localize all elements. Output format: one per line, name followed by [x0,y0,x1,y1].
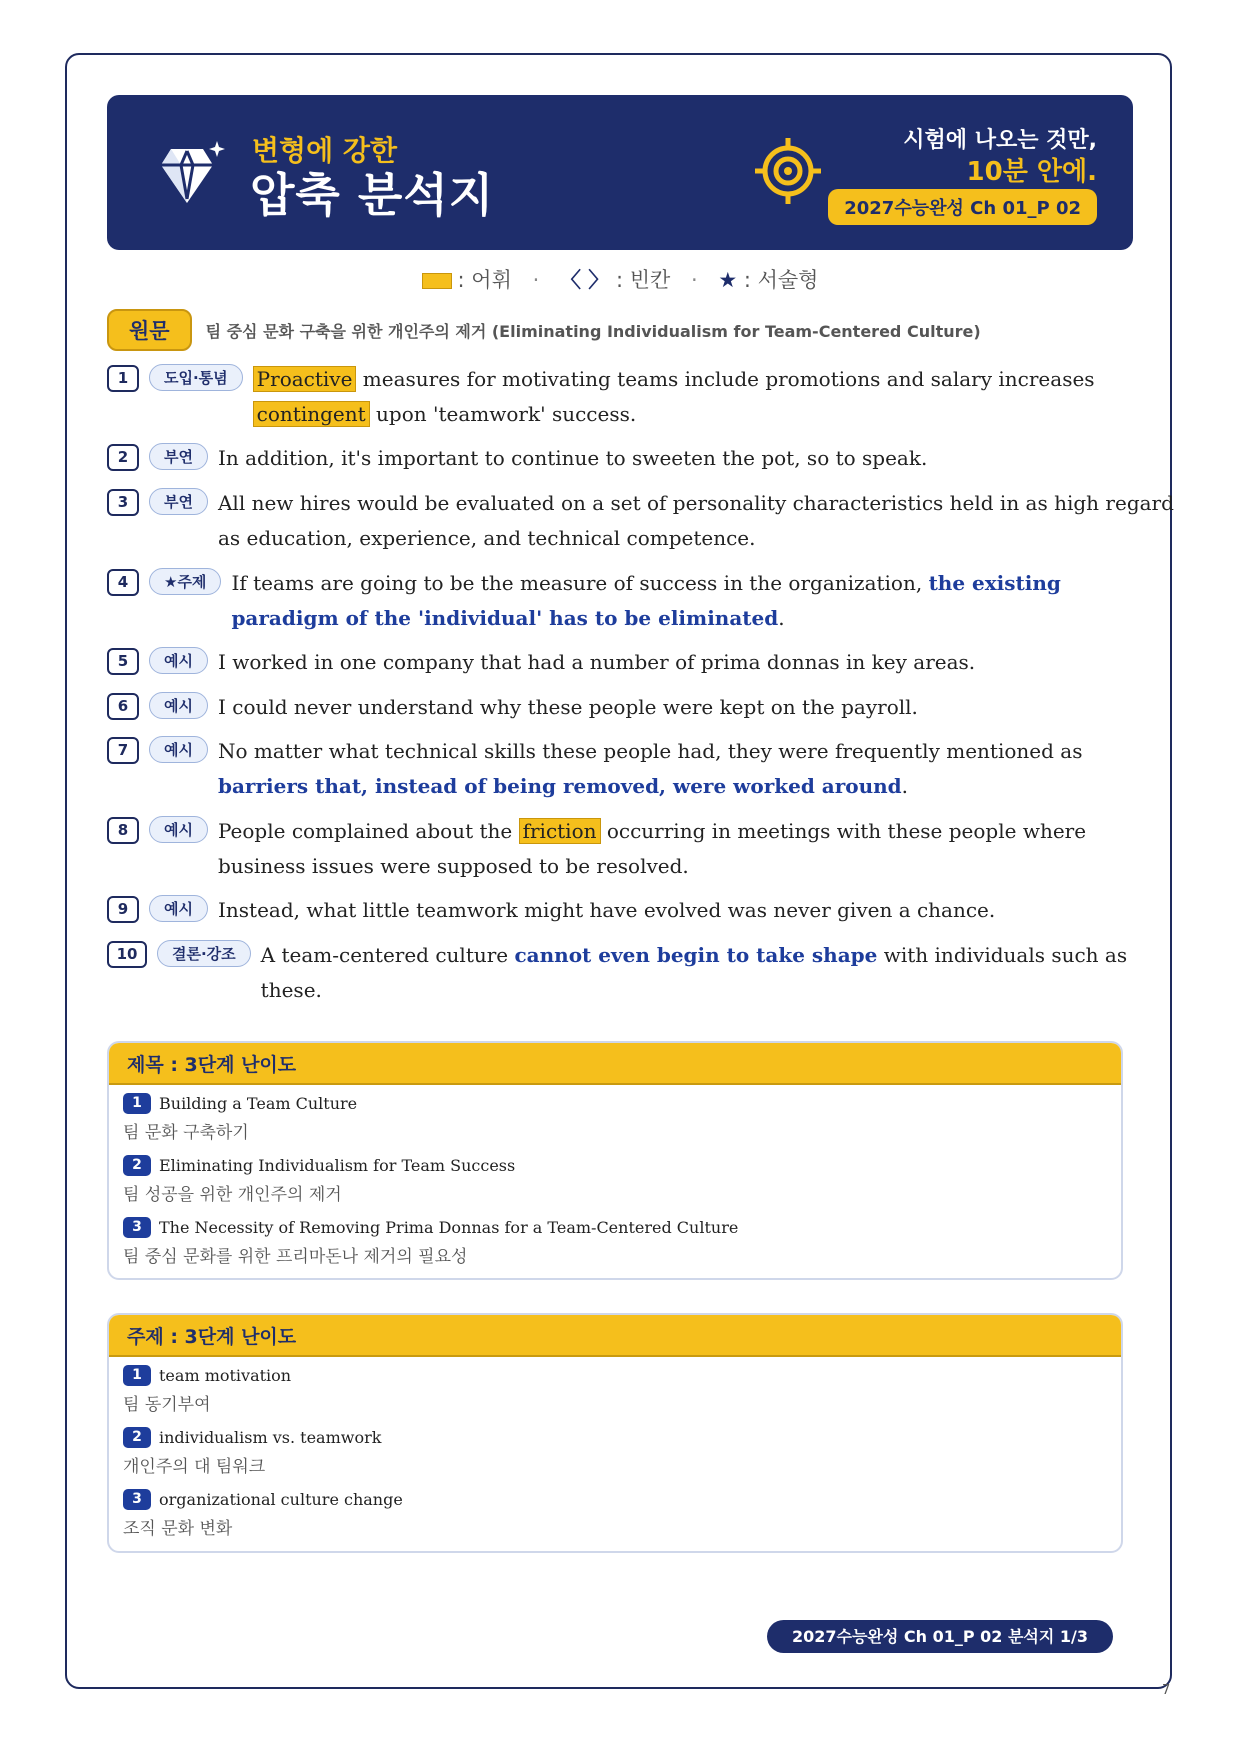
option-korean: 팀 성공을 위한 개인주의 제거 [123,1185,342,1205]
star-icon: ★ [718,268,738,292]
option-korean: 팀 중심 문화를 위한 프리마돈나 제거의 필요성 [123,1247,468,1267]
option-english: The Necessity of Removing Prima Donnas for a Team-Centered Culture [159,1218,739,1237]
sentence-tag: 예시 [149,692,208,719]
topic-option-2 [123,1427,381,1477]
topic-options-box [107,1313,1123,1553]
vocab-highlight: friction [519,818,601,844]
legend-vocab: : 어휘 [457,268,512,292]
sentence-number: 8 [107,817,139,844]
sentence-text: People complained about the friction occurring in meetings with these people where business issues were supposed to be resolved. [217,819,1087,878]
footer-badge: 2027수능완성 Ch 01_P 02 분석지 1/3 [767,1620,1113,1653]
legend [0,264,1240,294]
vocab-highlight: Proactive [253,366,357,392]
header-subtitle: 변형에 강한 [252,134,397,167]
sentence-number: 4 [107,569,139,596]
sentence-10 [107,938,1127,1008]
option-korean: 조직 문화 변화 [123,1519,233,1539]
header-tagline-2: 10분 안에. [966,157,1097,187]
option-english: team motivation [159,1366,292,1385]
sentence-text: I worked in one company that had a number of prima donnas in key areas. [217,650,976,674]
sentence-8 [107,814,1086,884]
option-korean: 팀 동기부여 [123,1395,211,1415]
option-english: Building a Team Culture [159,1094,358,1113]
title-option-3 [123,1217,738,1267]
sentence-4 [107,566,1061,636]
sentence-6 [107,690,918,725]
topic-box-heading: 주제 : 3단계 난이도 [109,1315,1121,1357]
sentence-tag: 도입·통념 [149,364,243,391]
key-phrase: barriers that, instead of being removed, were worked around [217,774,902,798]
sentence-text: In addition, it's important to continue to sweeten the pot, so to speak. [217,446,928,470]
sentence-tag: 부연 [149,488,208,515]
sentence-number: 6 [107,693,139,720]
option-number: 1 [123,1093,151,1114]
option-english: organizational culture change [159,1490,403,1509]
legend-separator: · [532,268,540,292]
sentence-2 [107,441,927,476]
legend-separator: · [690,268,698,292]
option-english: Eliminating Individualism for Team Success [159,1156,516,1175]
header-tagline-1: 시험에 나오는 것만, [903,128,1097,153]
topic-option-1 [123,1365,291,1415]
sentence-number: 3 [107,489,139,516]
vocab-swatch [422,273,452,289]
sentence-tag: 예시 [149,816,208,843]
sentence-text: If teams are going to be the measure of success in the organization, the existing paradigm of the 'individual' has to be eliminated. [231,571,1061,630]
option-number: 3 [123,1217,151,1238]
title-option-1 [123,1093,357,1143]
key-phrase: the existing [928,571,1061,595]
option-number: 2 [123,1427,151,1448]
legend-blank-symbol: 〈 〉 [559,268,610,292]
legend-blank: : 빈칸 [615,268,671,292]
sentence-number: 9 [107,896,139,923]
sentence-text: All new hires would be evaluated on a set of personality characteristics held in as high regard as education, experience, and technical competence. [217,491,1174,550]
page-number: 7 [1162,1683,1171,1698]
title-option-2 [123,1155,515,1205]
header-title: 압축 분석지 [250,168,495,222]
sentence-5 [107,645,975,680]
sentence-tag: 결론·강조 [157,940,251,967]
sentence-tag: 예시 [149,736,208,763]
sentence-tag: ★주제 [149,568,221,595]
source-row [107,310,981,350]
source-title: 팀 중심 문화 구축을 위한 개인주의 제거 (Eliminating Individualism for Team-Centered Culture) [205,321,981,341]
topic-option-3 [123,1489,403,1539]
sentence-number: 10 [107,941,147,968]
sentence-9 [107,893,995,928]
header-badge: 2027수능완성 Ch 01_P 02 [828,189,1097,225]
sentence-tag: 예시 [149,647,208,674]
option-number: 1 [123,1365,151,1386]
vocab-highlight: contingent [253,401,370,427]
title-box-heading: 제목 : 3단계 난이도 [109,1043,1121,1085]
sentence-number: 5 [107,648,139,675]
option-english: individualism vs. teamwork [159,1428,382,1447]
sentence-number: 1 [107,365,139,392]
source-badge: 원문 [107,309,192,351]
sentence-text: No matter what technical skills these people had, they were frequently mentioned as barriers that, instead of being removed, were worked around. [217,739,1083,798]
key-phrase: paradigm of the 'individual' has to be eliminated [231,606,779,630]
option-number: 2 [123,1155,151,1176]
sentence-tag: 예시 [149,895,208,922]
sentence-tag: 부연 [149,443,208,470]
option-number: 3 [123,1489,151,1510]
sentence-7 [107,734,1082,804]
sentence-text: A team-centered culture cannot even begin to take shape with individuals such as these. [260,943,1128,1002]
sentence-3 [107,486,1174,556]
sentence-text: Proactive measures for motivating teams include promotions and salary increases contingent upon 'teamwork' success. [253,362,1095,432]
legend-essay: : 서술형 [743,268,819,292]
option-korean: 팀 문화 구축하기 [123,1123,249,1143]
diamond-icon [157,137,227,207]
target-icon [755,138,821,204]
key-phrase: cannot even begin to take shape [514,943,878,967]
sentence-number: 7 [107,737,139,764]
header-banner [107,95,1133,250]
sentence-1 [107,362,1095,432]
sentence-number: 2 [107,444,139,471]
option-korean: 개인주의 대 팀워크 [123,1457,266,1477]
sentence-text: Instead, what little teamwork might have evolved was never given a chance. [217,898,996,922]
title-options-box [107,1041,1123,1280]
sentence-text: I could never understand why these people were kept on the payroll. [217,695,918,719]
